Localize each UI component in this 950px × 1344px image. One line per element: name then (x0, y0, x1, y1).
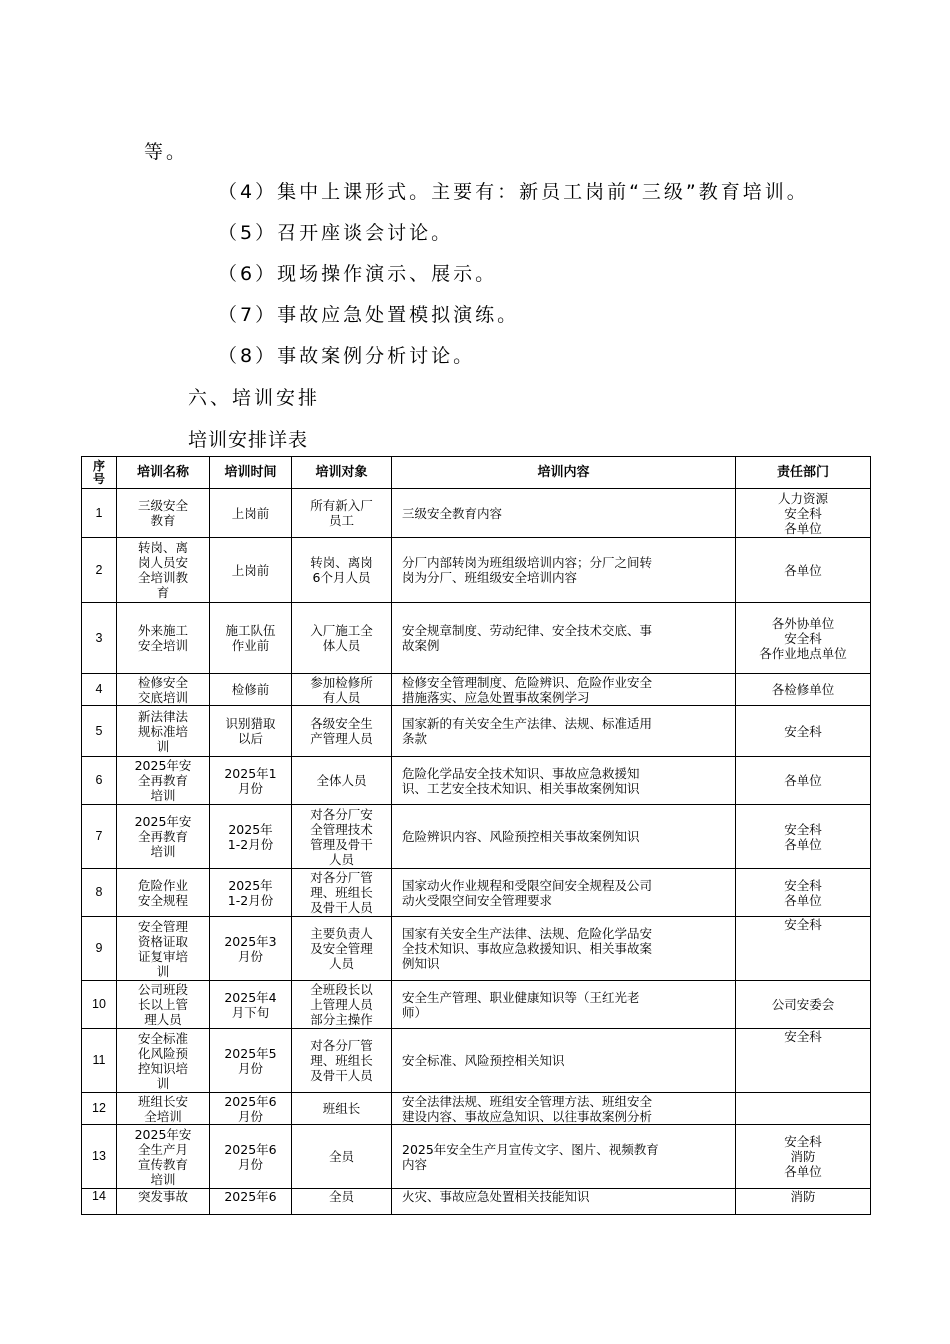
cell-no: 14 (82, 1189, 117, 1215)
cell-content: 安全法律法规、班组安全管理方法、班组安全 建设内容、事故应急知识、以往事故案例分析 (392, 1093, 736, 1125)
paragraph-4: （6）现场操作演示、展示。 (218, 263, 498, 285)
cell-no: 7 (82, 805, 117, 869)
cell-time: 上岗前 (210, 538, 292, 603)
cell-no: 3 (82, 603, 117, 674)
cell-target: 班组长 (292, 1093, 392, 1125)
table-row (82, 981, 871, 1029)
cell-no: 9 (82, 917, 117, 981)
cell-dept (736, 1093, 871, 1125)
section-heading: 六、培训安排 (188, 387, 321, 409)
cell-dept: 公司安委会 (736, 981, 871, 1029)
table-header-row (82, 457, 871, 489)
training-schedule-table (81, 456, 871, 1215)
paragraph-6: （8）事故案例分析讨论。 (218, 345, 476, 367)
header-target: 培训对象 (292, 457, 392, 489)
table-row (82, 1125, 871, 1189)
cell-dept: 各单位 (736, 538, 871, 603)
cell-content: 国家动火作业规程和受限空间安全规程及公司 动火受限空间安全管理要求 (392, 869, 736, 917)
cell-name: 检修安全 交底培训 (117, 674, 210, 706)
cell-time: 2025年6 (210, 1189, 292, 1215)
cell-no: 1 (82, 489, 117, 538)
cell-no: 2 (82, 538, 117, 603)
cell-name: 2025年安 全再教育 培训 (117, 805, 210, 869)
cell-no: 8 (82, 869, 117, 917)
header-name: 培训名称 (117, 457, 210, 489)
cell-dept: 安全科 (736, 1029, 871, 1093)
cell-name: 转岗、离 岗人员安 全培训教 育 (117, 538, 210, 603)
paragraph-2: （4）集中上课形式。主要有：新员工岗前“三级”教育培训。 (218, 181, 809, 203)
cell-time: 检修前 (210, 674, 292, 706)
header-no: 序 号 (82, 457, 117, 489)
table-row (82, 538, 871, 603)
table-row (82, 757, 871, 805)
cell-content: 火灾、事故应急处置相关技能知识 (392, 1189, 736, 1215)
cell-target: 全体人员 (292, 757, 392, 805)
cell-name: 三级安全 教育 (117, 489, 210, 538)
cell-name: 危险作业 安全规程 (117, 869, 210, 917)
cell-time: 2025年5 月份 (210, 1029, 292, 1093)
cell-content: 国家新的有关安全生产法律、法规、标准适用 条款 (392, 706, 736, 757)
cell-dept: 各单位 (736, 757, 871, 805)
cell-target: 所有新入厂 员工 (292, 489, 392, 538)
cell-content: 危险化学品安全技术知识、事故应急救援知 识、工艺安全技术知识、相关事故案例知识 (392, 757, 736, 805)
cell-target: 对各分厂管 理、班组长 及骨干人员 (292, 869, 392, 917)
cell-name: 突发事故 (117, 1189, 210, 1215)
table-row (82, 1189, 871, 1215)
cell-time: 2025年3 月份 (210, 917, 292, 981)
cell-name: 安全管理 资格证取 证复审培 训 (117, 917, 210, 981)
cell-dept: 各检修单位 (736, 674, 871, 706)
cell-time: 识别猎取 以后 (210, 706, 292, 757)
table-row (82, 917, 871, 981)
cell-target: 全员 (292, 1125, 392, 1189)
cell-dept: 人力资源 安全科 各单位 (736, 489, 871, 538)
cell-time: 2025年4 月下旬 (210, 981, 292, 1029)
cell-content: 安全生产管理、职业健康知识等（王红光老 师） (392, 981, 736, 1029)
cell-dept: 各外协单位 安全科 各作业地点单位 (736, 603, 871, 674)
table-row (82, 805, 871, 869)
cell-no: 5 (82, 706, 117, 757)
paragraph-3: （5）召开座谈会讨论。 (218, 222, 454, 244)
cell-dept: 消防 (736, 1189, 871, 1215)
table-row (82, 706, 871, 757)
cell-content: 检修安全管理制度、危险辨识、危险作业安全 措施落实、应急处置事故案例学习 (392, 674, 736, 706)
header-time: 培训时间 (210, 457, 292, 489)
table-row (82, 869, 871, 917)
table-row (82, 1029, 871, 1093)
cell-name: 班组长安 全培训 (117, 1093, 210, 1125)
paragraph-5: （7）事故应急处置模拟演练。 (218, 304, 520, 326)
cell-target: 参加检修所 有人员 (292, 674, 392, 706)
cell-time: 2025年1 月份 (210, 757, 292, 805)
cell-target: 对各分厂安 全管理技术 管理及骨干 人员 (292, 805, 392, 869)
cell-no: 11 (82, 1029, 117, 1093)
cell-content: 安全规章制度、劳动纪律、安全技术交底、事 故案例 (392, 603, 736, 674)
cell-content: 安全标准、风险预控相关知识 (392, 1029, 736, 1093)
cell-time: 2025年 1-2月份 (210, 869, 292, 917)
cell-content: 国家有关安全生产法律、法规、危险化学品安 全技术知识、事故应急救援知识、相关事故案 例知识 (392, 917, 736, 981)
cell-dept: 安全科 各单位 (736, 869, 871, 917)
cell-time: 施工队伍 作业前 (210, 603, 292, 674)
cell-no: 6 (82, 757, 117, 805)
cell-target: 各级安全生 产管理人员 (292, 706, 392, 757)
cell-time: 上岗前 (210, 489, 292, 538)
cell-dept: 安全科 消防 各单位 (736, 1125, 871, 1189)
cell-content: 危险辨识内容、风险预控相关事故案例知识 (392, 805, 736, 869)
cell-target: 全班段长以 上管理人员 部分主操作 (292, 981, 392, 1029)
table-row (82, 603, 871, 674)
cell-target: 对各分厂管 理、班组长 及骨干人员 (292, 1029, 392, 1093)
cell-no: 4 (82, 674, 117, 706)
cell-name: 2025年安 全再教育 培训 (117, 757, 210, 805)
cell-name: 2025年安 全生产月 宣传教育 培训 (117, 1125, 210, 1189)
cell-time: 2025年6 月份 (210, 1093, 292, 1125)
cell-name: 新法律法 规标准培 训 (117, 706, 210, 757)
table-row (82, 489, 871, 538)
cell-no: 10 (82, 981, 117, 1029)
table-row (82, 674, 871, 706)
cell-name: 安全标准 化风险预 控知识培 训 (117, 1029, 210, 1093)
header-content: 培训内容 (392, 457, 736, 489)
cell-content: 三级安全教育内容 (392, 489, 736, 538)
cell-target: 主要负责人 及安全管理 人员 (292, 917, 392, 981)
cell-content: 分厂内部转岗为班组级培训内容；分厂之间转 岗为分厂、班组级安全培训内容 (392, 538, 736, 603)
cell-target: 转岗、离岗 6个月人员 (292, 538, 392, 603)
cell-target: 全员 (292, 1189, 392, 1215)
table-row (82, 1093, 871, 1125)
cell-time: 2025年 1-2月份 (210, 805, 292, 869)
cell-content: 2025年安全生产月宣传文字、图片、视频教育 内容 (392, 1125, 736, 1189)
cell-no: 12 (82, 1093, 117, 1125)
table-caption: 培训安排详表 (188, 429, 309, 451)
cell-no: 13 (82, 1125, 117, 1189)
cell-dept: 安全科 各单位 (736, 805, 871, 869)
cell-time: 2025年6 月份 (210, 1125, 292, 1189)
cell-dept: 安全科 (736, 706, 871, 757)
cell-target: 入厂施工全 体人员 (292, 603, 392, 674)
cell-name: 公司班段 长以上管 理人员 (117, 981, 210, 1029)
header-dept: 责任部门 (736, 457, 871, 489)
paragraph-1: 等。 (144, 141, 189, 163)
cell-name: 外来施工 安全培训 (117, 603, 210, 674)
cell-dept: 安全科 (736, 917, 871, 981)
